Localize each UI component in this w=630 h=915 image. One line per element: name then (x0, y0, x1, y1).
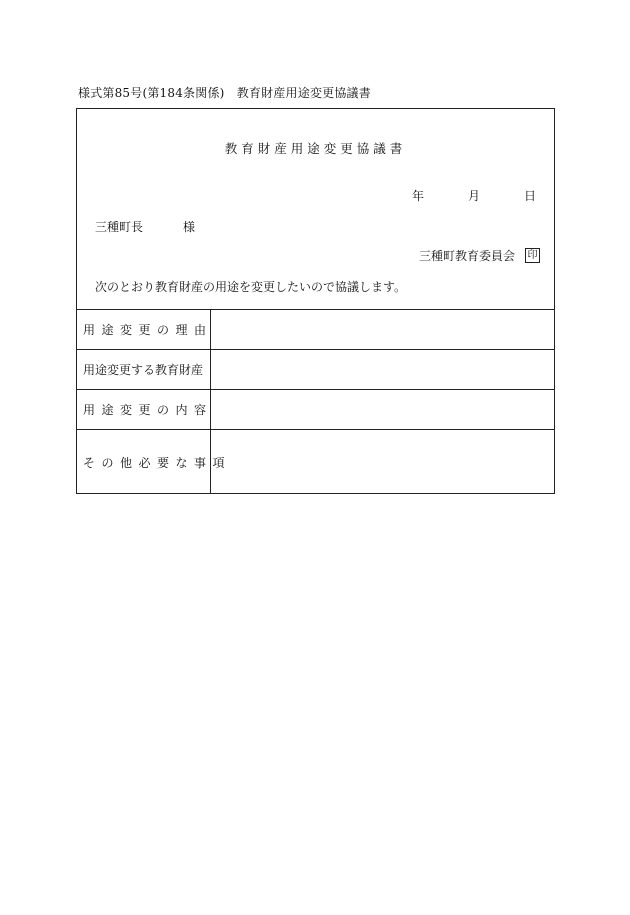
row-value-other[interactable] (211, 430, 554, 494)
sender-line (419, 247, 540, 264)
table-row (77, 310, 554, 350)
date-line (412, 187, 536, 204)
form-title: 教育財産用途変更協議書 (224, 141, 407, 156)
sender-name: 三種町教育委員会 (418, 249, 515, 263)
date-year: 年 (411, 189, 424, 203)
form-top-section (77, 109, 554, 310)
consultation-form (76, 108, 555, 494)
table-row (77, 350, 554, 390)
addressee-name: 三種町長 (95, 220, 144, 234)
body-statement: 次のとおり教育財産の用途を変更したいので協議します。 (95, 280, 407, 294)
form-number-header: 様式第85号(第184条関係) 教育財産用途変更協議書 (78, 86, 371, 100)
row-label-content: 用途変更の内容 (77, 390, 211, 429)
date-month: 月 (467, 189, 480, 203)
table-row (77, 390, 554, 430)
addressee-honorific: 様 (183, 220, 196, 234)
row-value-content[interactable] (211, 390, 554, 429)
seal-mark: 印 (525, 248, 540, 263)
addressee-line (95, 218, 195, 235)
table-row (77, 430, 554, 494)
row-label-other: その他必要な事項 (77, 430, 211, 494)
row-label-reason: 用途変更の理由 (77, 310, 211, 349)
date-day: 日 (523, 189, 536, 203)
row-value-property[interactable] (211, 350, 554, 389)
row-value-reason[interactable] (211, 310, 554, 349)
row-label-property: 用途変更する教育財産 (77, 350, 211, 389)
